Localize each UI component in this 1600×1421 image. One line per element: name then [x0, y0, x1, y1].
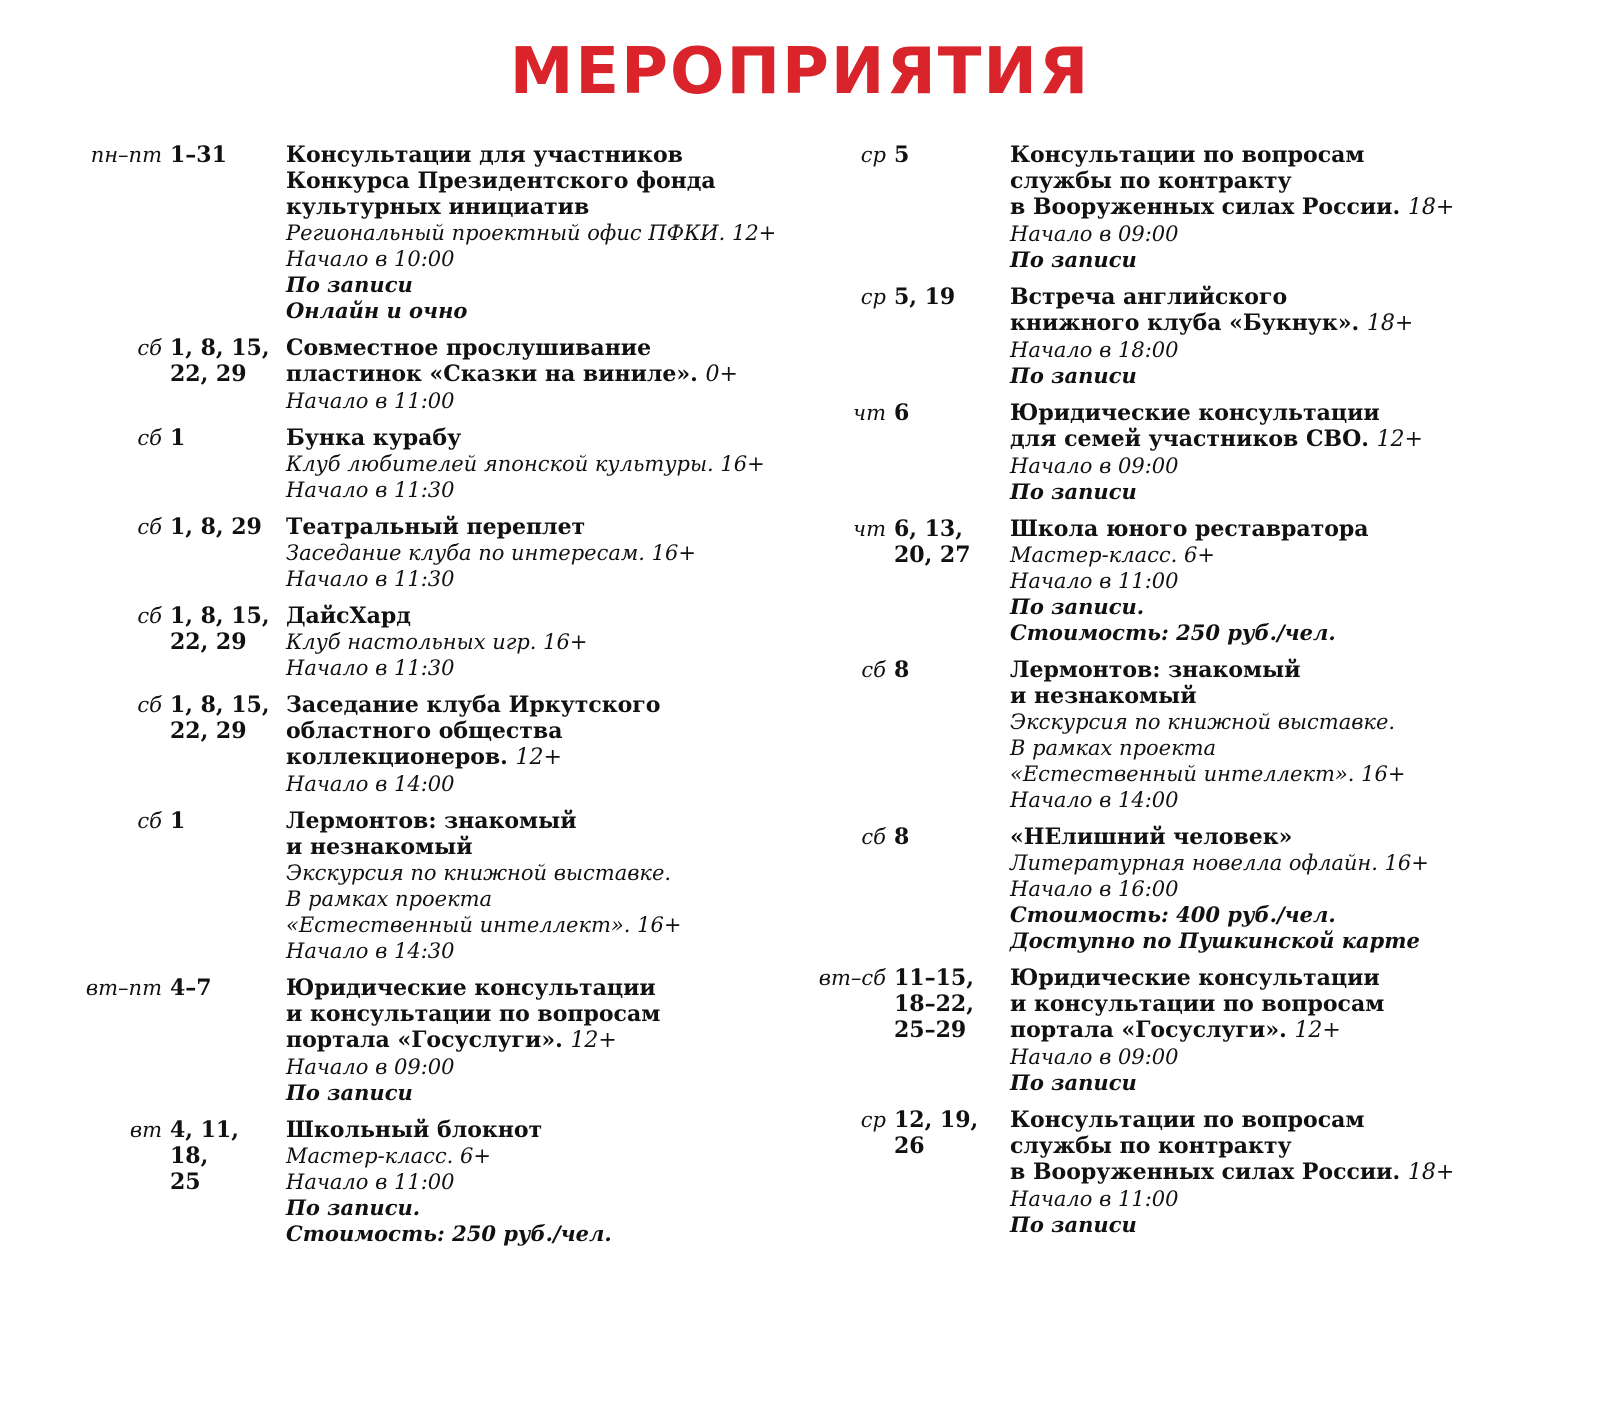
- event-schedule: [810, 284, 1010, 389]
- event-info-line: «Естественный интеллект». 16+: [1010, 762, 1406, 786]
- event-item: [62, 142, 802, 324]
- event-title: [1010, 657, 1590, 709]
- event-dates: 4–7: [170, 975, 212, 1001]
- event-info-line: Начало в 11:00: [286, 389, 455, 413]
- event-dates: 1: [170, 808, 186, 834]
- event-item: [62, 808, 802, 964]
- event-note: По записи: [1010, 479, 1137, 504]
- event-title-text: Консультации по вопросам службы по контракту в Вооруженных силах России.: [1010, 1107, 1401, 1185]
- event-title: [286, 975, 802, 1054]
- event-schedule: [62, 425, 286, 503]
- event-info-line: Начало в 09:00: [1010, 222, 1179, 246]
- event-title: [1010, 284, 1590, 337]
- event-title-text: Консультации по вопросам службы по контракту в Вооруженных силах России.: [1010, 142, 1401, 220]
- event-info-line: Экскурсия по книжной выставке.: [1010, 710, 1396, 734]
- event-info-line: Начало в 10:00: [286, 247, 455, 271]
- event-title: [1010, 824, 1590, 850]
- event-schedule: [62, 692, 286, 797]
- event-details: [286, 425, 802, 503]
- event-info-line: Начало в 09:00: [1010, 1045, 1179, 1069]
- event-age-rating: 18+: [1407, 1160, 1455, 1185]
- event-note: Доступно по Пушкинской карте: [1010, 928, 1420, 953]
- event-note: По записи.: [1010, 594, 1145, 619]
- event-weekday: ср: [860, 1108, 886, 1132]
- event-schedule: [62, 603, 286, 681]
- page-title: МЕРОПРИЯТИЯ: [509, 35, 1091, 109]
- event-age-rating: 12+: [1376, 427, 1423, 452]
- event-info-line: Клуб настольных игр. 16+: [286, 630, 588, 654]
- event-info-line: Клуб любителей японской культуры. 16+: [286, 452, 765, 476]
- event-dates: 8: [894, 824, 910, 850]
- event-weekday: сб: [137, 426, 162, 450]
- event-item: [62, 335, 802, 414]
- event-details: [1010, 1107, 1590, 1238]
- event-title: [286, 692, 802, 771]
- event-schedule: [62, 514, 286, 592]
- event-weekday: вт–сб: [818, 966, 886, 990]
- event-title-text: Юридические консультации и консультации по вопросам портала «Госуслуги».: [286, 975, 661, 1053]
- event-weekday: вт: [129, 1118, 162, 1142]
- event-schedule: [62, 1117, 286, 1247]
- event-age-rating: 18+: [1407, 195, 1455, 220]
- event-age-rating: 0+: [705, 362, 738, 387]
- event-info-line: Начало в 14:00: [286, 772, 455, 796]
- event-info-line: Литературная новелла офлайн. 16+: [1010, 851, 1429, 875]
- event-info-line: Начало в 11:30: [286, 656, 455, 680]
- event-schedule: [62, 975, 286, 1106]
- event-title: [286, 514, 802, 540]
- event-age-rating: 12+: [1294, 1018, 1341, 1043]
- event-item: [810, 284, 1590, 389]
- event-title: [286, 808, 802, 860]
- event-details: [286, 808, 802, 964]
- event-title-text: Лермонтов: знакомый и незнакомый: [1010, 657, 1301, 709]
- event-note: По записи: [286, 1080, 413, 1105]
- event-age-rating: 18+: [1366, 311, 1414, 336]
- event-details: [286, 1117, 802, 1247]
- event-note: По записи: [1010, 1212, 1137, 1237]
- event-dates: 1, 8, 15, 22, 29: [170, 692, 270, 744]
- event-title-text: Заседание клуба Иркутского областного общества коллекционеров.: [286, 692, 661, 770]
- event-weekday: пн–пт: [90, 143, 162, 167]
- event-dates: 5, 19: [894, 284, 956, 310]
- event-info-line: Начало в 11:00: [1010, 1187, 1179, 1211]
- event-item: [62, 975, 802, 1106]
- event-weekday: сб: [861, 658, 886, 682]
- event-weekday: сб: [137, 515, 162, 539]
- event-info-line: Начало в 14:30: [286, 939, 455, 963]
- event-note: По записи.: [286, 1195, 421, 1220]
- event-details: [1010, 142, 1590, 273]
- event-schedule: [810, 1107, 1010, 1238]
- event-note: По записи: [1010, 1070, 1137, 1095]
- event-title: [286, 142, 802, 220]
- event-item: [810, 657, 1590, 813]
- event-dates: 1: [170, 425, 186, 451]
- event-title-text: Юридические консультации для семей участников СВО.: [1010, 400, 1380, 452]
- event-weekday: сб: [861, 825, 886, 849]
- event-dates: 1, 8, 15, 22, 29: [170, 603, 270, 655]
- event-note: По записи: [286, 272, 413, 297]
- event-note: Стоимость: 250 руб./чел.: [1010, 620, 1336, 645]
- event-details: [286, 514, 802, 592]
- event-note: Онлайн и очно: [286, 298, 468, 323]
- event-info-line: Начало в 11:30: [286, 567, 455, 591]
- event-title: [286, 603, 802, 629]
- event-details: [1010, 824, 1590, 954]
- event-info-line: Региональный проектный офис ПФКИ. 12+: [286, 221, 777, 245]
- event-title: [1010, 516, 1590, 542]
- event-dates: 1–31: [170, 142, 227, 168]
- event-dates: 4, 11, 18, 25: [170, 1117, 239, 1195]
- event-title: [1010, 400, 1590, 453]
- event-info-line: Мастер-класс. 6+: [286, 1144, 491, 1168]
- event-item: [62, 425, 802, 503]
- event-dates: 12, 19, 26: [894, 1107, 979, 1159]
- event-title: [1010, 142, 1590, 221]
- event-dates: 1, 8, 29: [170, 514, 262, 540]
- event-schedule: [810, 824, 1010, 954]
- event-note: По записи: [1010, 363, 1137, 388]
- event-title-text: Встреча английского книжного клуба «Букнук».: [1010, 284, 1360, 336]
- event-schedule: [62, 142, 286, 324]
- event-title-text: Школа юного реставратора: [1010, 516, 1369, 542]
- event-weekday: сб: [137, 809, 162, 833]
- event-item: [810, 400, 1590, 505]
- event-schedule: [62, 808, 286, 964]
- event-item: [810, 142, 1590, 273]
- event-title-text: Театральный переплет: [286, 514, 586, 540]
- event-dates: 6: [894, 400, 910, 426]
- event-schedule: [810, 142, 1010, 273]
- event-item: [62, 603, 802, 681]
- event-weekday: сб: [137, 336, 162, 360]
- event-item: [62, 1117, 802, 1247]
- event-schedule: [810, 965, 1010, 1096]
- event-info-line: Экскурсия по книжной выставке.: [286, 861, 672, 885]
- event-weekday: вт–пт: [85, 976, 162, 1000]
- event-title-text: Юридические консультации и консультации по вопросам портала «Госуслуги».: [1010, 965, 1385, 1043]
- event-schedule: [810, 657, 1010, 813]
- event-schedule: [810, 516, 1010, 646]
- event-details: [286, 142, 802, 324]
- event-title: [1010, 965, 1590, 1044]
- event-title: [286, 1117, 802, 1143]
- event-weekday: сб: [137, 693, 162, 717]
- events-column-left: [62, 142, 802, 1258]
- event-item: [810, 824, 1590, 954]
- event-item: [62, 514, 802, 592]
- event-details: [1010, 965, 1590, 1096]
- event-details: [1010, 400, 1590, 505]
- event-info-line: Начало в 11:00: [1010, 569, 1179, 593]
- event-weekday: ср: [860, 143, 886, 167]
- event-title-text: Бунка курабу: [286, 425, 462, 451]
- event-details: [1010, 516, 1590, 646]
- event-weekday: чт: [853, 517, 886, 541]
- event-info-line: Мастер-класс. 6+: [1010, 543, 1215, 567]
- event-dates: 5: [894, 142, 910, 168]
- event-dates: 6, 13, 20, 27: [894, 516, 971, 568]
- event-title-text: Совместное прослушивание пластинок «Сказки на виниле».: [286, 335, 698, 387]
- event-info-line: В рамках проекта: [1010, 736, 1217, 760]
- event-note: Стоимость: 400 руб./чел.: [1010, 902, 1336, 927]
- event-note: Стоимость: 250 руб./чел.: [286, 1221, 612, 1246]
- event-dates: 1, 8, 15, 22, 29: [170, 335, 270, 387]
- event-details: [1010, 284, 1590, 389]
- event-info-line: Начало в 11:00: [286, 1170, 455, 1194]
- event-info-line: «Естественный интеллект». 16+: [286, 913, 682, 937]
- event-details: [286, 603, 802, 681]
- event-details: [1010, 657, 1590, 813]
- event-weekday: ср: [860, 285, 886, 309]
- event-item: [810, 516, 1590, 646]
- event-item: [62, 692, 802, 797]
- event-info-line: Начало в 18:00: [1010, 338, 1179, 362]
- event-info-line: Начало в 11:30: [286, 478, 455, 502]
- event-title-text: Лермонтов: знакомый и незнакомый: [286, 808, 577, 860]
- event-note: По записи: [1010, 247, 1137, 272]
- event-info-line: Начало в 09:00: [1010, 454, 1179, 478]
- event-item: [810, 965, 1590, 1096]
- event-title: [286, 425, 802, 451]
- event-title-text: ДайсХард: [286, 603, 411, 629]
- event-info-line: Начало в 09:00: [286, 1055, 455, 1079]
- event-info-line: В рамках проекта: [286, 887, 493, 911]
- event-info-line: Заседание клуба по интересам. 16+: [286, 541, 696, 565]
- event-age-rating: 12+: [515, 745, 562, 770]
- events-column-right: [810, 142, 1590, 1249]
- event-title-text: Школьный блокнот: [286, 1117, 543, 1143]
- event-schedule: [62, 335, 286, 414]
- event-details: [286, 975, 802, 1106]
- event-weekday: сб: [137, 604, 162, 628]
- event-info-line: Начало в 16:00: [1010, 877, 1179, 901]
- event-title-text: Консультации для участников Конкурса Президентского фонда культурных инициатив: [286, 142, 716, 220]
- event-dates: 8: [894, 657, 910, 683]
- event-title: [1010, 1107, 1590, 1186]
- event-title: [286, 335, 802, 388]
- event-details: [286, 335, 802, 414]
- event-dates: 11–15, 18–22, 25–29: [894, 965, 974, 1043]
- event-weekday: чт: [853, 401, 886, 425]
- event-item: [810, 1107, 1590, 1238]
- event-age-rating: 12+: [570, 1028, 617, 1053]
- event-schedule: [810, 400, 1010, 505]
- event-details: [286, 692, 802, 797]
- event-title-text: «НЕлишний человек»: [1010, 824, 1293, 850]
- event-info-line: Начало в 14:00: [1010, 788, 1179, 812]
